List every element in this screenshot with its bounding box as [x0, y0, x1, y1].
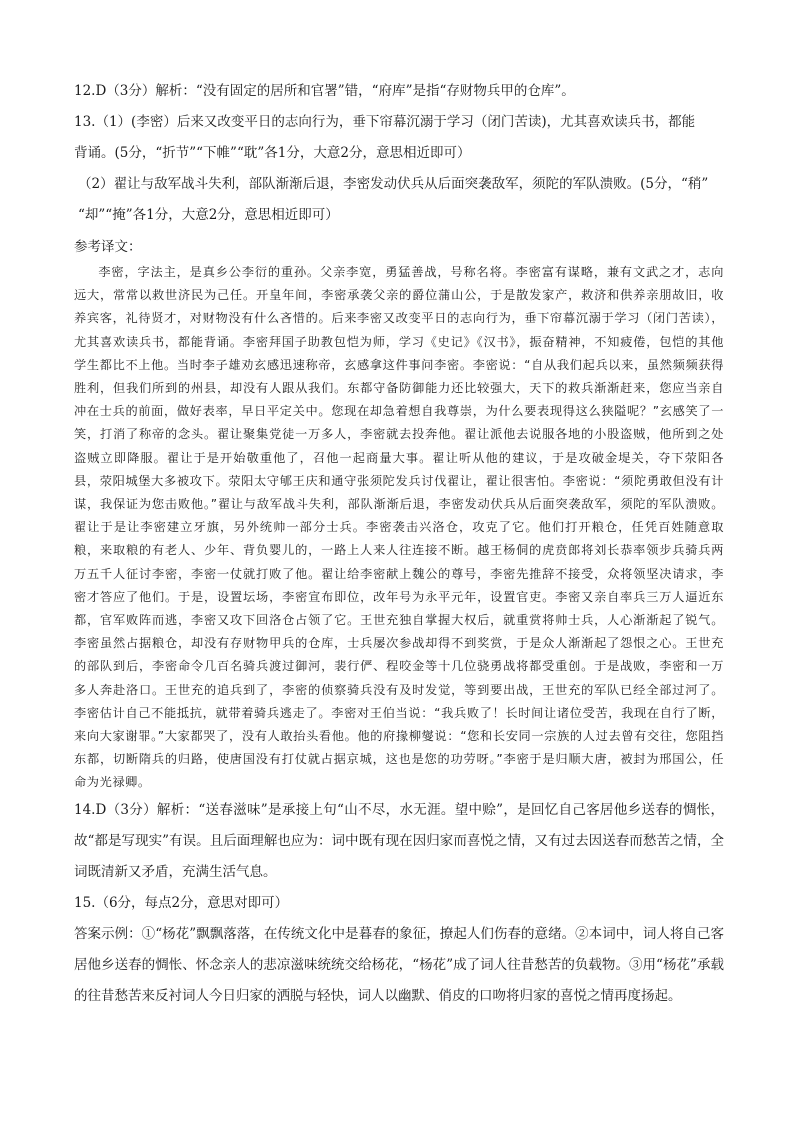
q15-heading: 15.（6分，每点2分，意思对即可）	[74, 894, 289, 911]
q13-part2-line1: （2）翟让与敌军战斗失利，部队渐渐后退，李密发动伏兵从后面突袭敌军，须陀的军队溃败。(5分，“稍”	[78, 176, 709, 192]
answer-document	[74, 76, 724, 1012]
translation-label: 参考译文：	[74, 239, 142, 255]
q13-part2-line2: “却”“掩”各1分，大意2分，意思相近即可）	[78, 207, 339, 223]
translation-body: 李密，字法主，是真乡公李衍的重孙。父亲李宽，勇猛善战，号称名将。李密富有谋略，兼有文武之才，志向远大，常常以救世济民为己任。开皇年间，李密承袭父亲的爵位蒲山公，于是散发家产，救济和供养亲朋故旧，收养宾客，礼待贤才，对财物没有什么吝惜的。后来李密又改变平日的志向行为，垂下帘幕沉溺于学习（闭门苦读），尤其喜欢读兵书，都能背诵。李密拜国子助教包恺为师，学习《史记》《汉书》，振奋精神，不知疲倦，包恺的其他学生都比不上他。当时李子雄劝玄感迅速称帝，玄感拿这件事问李密。李密说：“自从我们起兵以来，虽然频频获得胜利，但我们所到的州县，却没有人跟从我们。东都守备防御能力还比较强大，天下的救兵渐渐赶来，您应当亲自冲在士兵的前面，做好表率，早日平定关中。您现在却急着想自我尊崇，为什么要表现得这么狭隘呢？”玄感笑了一笑，打消了称帝的念头。翟让聚集党徒一万多人，李密就去投奔他。翟让派他去说服各地的小股盗贼，他所到之处盗贼立即降服。翟让于是开始敬重他了，召他一起商量大事。翟让听从他的建议，于是攻破金堤关，夺下荥阳各县，荥阳城堡大多被攻下。荥阳太守郇王庆和通守张须陀发兵讨伐翟让，翟让很害怕。李密说：“须陀勇敢但没有计谋，我保证为您击败他。”翟让与敌军战斗失利，部队渐渐后退，李密发动伏兵从后面突袭敌军，须陀的军队溃败。翟让于是让李密建立牙旗，另外统帅一部分士兵。李密袭击兴洛仓，攻克了它。他们打开粮仓，任凭百姓随意取粮，来取粮的有老人、少年、背负婴儿的，一路上人来人往连接不断。越王杨侗的虎贲郎将刘长恭率领步兵骑兵两万五千人征讨李密，李密一仗就打败了他。翟让给李密献上魏公的尊号，李密先推辞不接受，众将领坚决请求，李密才答应了他们。于是，设置坛场，李密宣布即位，改年号为永平元年，设置官吏。李密又亲自率兵三万人逼近东都，官军败阵而逃，李密又攻下回洛仓占领了它。王世充独自掌握大权后，就重赏将帅士兵，人心渐渐起了锐气。李密虽然占据粮仓，却没有存财物甲兵的仓库，士兵屡次参战却得不到奖赏，于是众人渐渐起了怨恨之心。王世充的部队到后，李密命令几百名骑兵渡过御河，裴行俨、程咬金等十几位骁勇战将都受重创。于是战败，李密和一万多人奔赴洛口。王世充的追兵到了，李密的侦察骑兵没有及时发觉，等到要出战，王世充的军队已经全部过河了。李密估计自己不能抵抗，就带着骑兵逃走了。李密对王伯当说：“我兵败了！长时间让诸位受苦，我现在自行了断，来向大家谢罪。”大家都哭了，没有人敢抬头看他。他的府掾柳燮说：“您和长安同一宗族的人过去曾有交往，您阻挡东都，切断隋兵的归路，使唐国没有打仗就占据京城，这也是您的功劳呀。”李密于是归顺大唐，被封为邢国公，任命为光禄卿。	[74, 265, 724, 790]
q15-answer: 答案示例：①“杨花”飘飘落落，在传统文化中是暮春的象征，撩起人们伤春的意绪。②本词中，词人将自己客居他乡送春的惆怅、怀念亲人的悲凉滋味统统交给杨花，“杨花”成了词人往昔愁苦的负载物。③用“杨花”承载的往昔愁苦来反衬词人今日归家的洒脱与轻快，词人以幽默、俏皮的口吻将归家的喜悦之情再度扬起。	[74, 925, 724, 1004]
q14-answer: 14.D（3分）解析：“送春滋味”是承接上句“山不尽，水无涯。望中赊”，是回忆自己客居他乡送春的惆怅，故“都是写现实”有误。且后面理解也应为：词中既有现在因归家而喜悦之情，又有过去因送春而愁苦之情，全词既清新又矛盾，充满生活气息。	[74, 801, 724, 880]
q13-part1-line2: 背诵。(5分，“折节”“下帷”“耽”各1分，大意2分，意思相近即可）	[74, 145, 471, 161]
q12-answer: 12.D（3分）解析：“没有固定的居所和官署”错，“府库”是指“存财物兵甲的仓库”。	[74, 83, 575, 99]
q13-part1-line1: 13.（1）(李密）后来又改变平日的志向行为，垂下帘幕沉溺于学习（闭门苦读)，尤其喜欢读兵书，都能	[74, 114, 696, 130]
